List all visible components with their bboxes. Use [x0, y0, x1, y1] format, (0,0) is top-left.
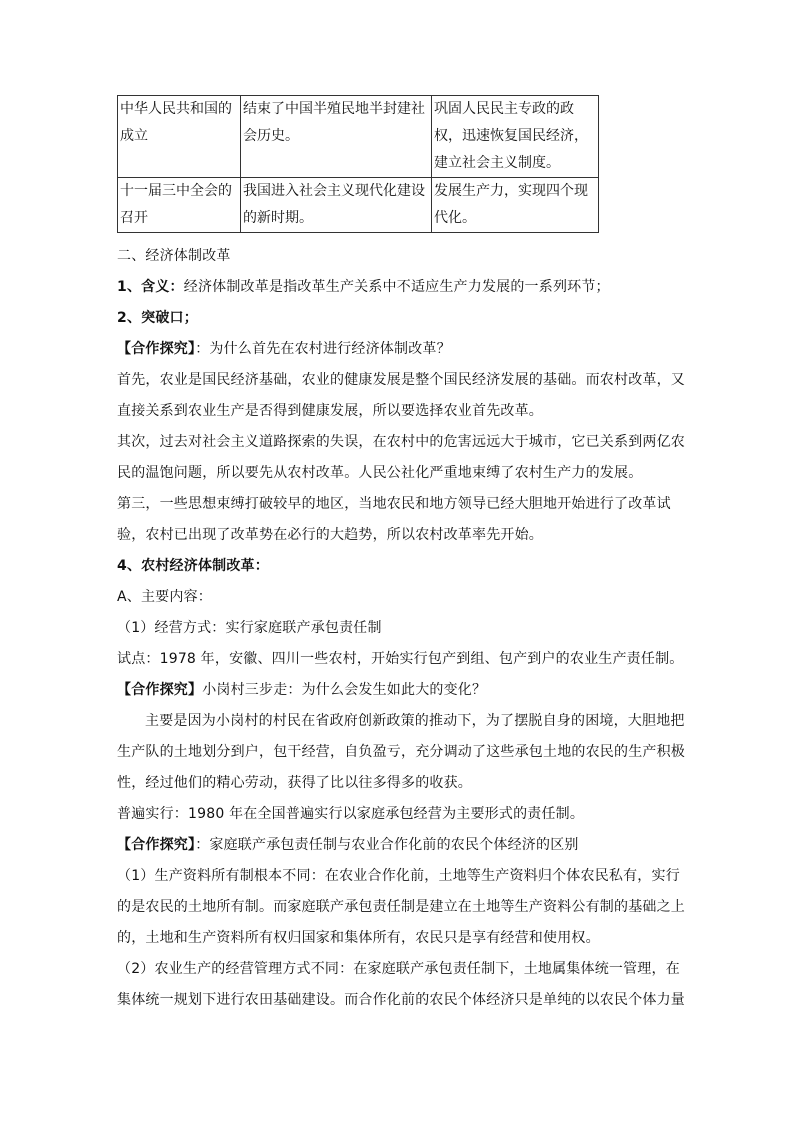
explore-question: [117, 675, 687, 706]
general-paragraph: 普遍实行：1980 年在全国普遍实行以家庭承包经营为主要形式的责任制。: [117, 806, 585, 822]
task-cell: 巩固人民民主专政的政权，迅速恢复国民经济，建立社会主义制度。: [432, 96, 599, 178]
events-table: [117, 95, 599, 233]
meaning-cell: 我国进入社会主义现代化建设的新时期。: [241, 178, 432, 233]
difference-paragraph: （2）农业生产的经营管理方式不同：在家庭联产承包责任制下，土地属集体统一管理，在集体统一规划下进行农田基础建设。而合作化前的农民个体经济只是单纯的以农民个体力量: [117, 961, 685, 1008]
xiaogang-paragraph: 主要是因为小岗村的村民在省政府创新政策的推动下，为了摆脱自身的困境，大胆地把生产队的土地划分到户，包干经营，自负盈亏，充分调动了这些承包土地的农民的生产积极性，经过他们的精心劳动，获得了比以往多得多的收获。: [117, 713, 685, 791]
event-cell: 中华人民共和国的成立: [118, 96, 241, 178]
table-row: [118, 178, 599, 233]
reason-paragraph: 第三，一些思想束缚打破较早的地区，当地农民和地方领导已经大胆地开始进行了改革试验，农村已出现了改革势在必行的大趋势，所以农村改革率先开始。: [117, 496, 671, 543]
pilot-paragraph: 试点：1978 年，安徽、四川一些农村，开始实行包产到组、包产到户的农业生产责任制。: [117, 651, 684, 667]
event-cell: 十一届三中全会的召开: [118, 178, 241, 233]
explore-text: 小岗村三步走：为什么会发生如此大的变化？: [202, 682, 487, 698]
explore-label: 【合作探究】: [117, 341, 196, 357]
meaning-cell: 结束了中国半殖民地半封建社会历史。: [241, 96, 432, 178]
management-mode: （1）经营方式：实行家庭联产承包责任制: [117, 620, 382, 636]
section-heading: 二、经济体制改革: [117, 248, 231, 264]
definition-text: 经济体制改革是指改革生产关系中不适应生产力发展的一系列环节；: [183, 279, 610, 295]
rural-reform-heading: 4、农村经济体制改革：: [117, 558, 269, 574]
definition-label: 1、含义：: [117, 279, 184, 295]
difference-paragraph: （1）生产资料所有制根本不同：在农业合作化前，土地等生产资料归个体农民私有，实行的是农民的土地所有制。而家庭联产承包责任制是建立在土地等生产资料公有制的基础之上的，土地和生产资料所有权归国家和集体所有，农民只是享有经营和使用权。: [117, 868, 685, 946]
main-content-label: A、主要内容：: [117, 589, 212, 605]
table-row: [118, 96, 599, 178]
explore-label: 【合作探究】: [117, 837, 196, 853]
explore-label: 【合作探究】: [117, 682, 203, 698]
explore-text: ：为什么首先在农村进行经济体制改革？: [195, 341, 451, 357]
explore-question: [117, 830, 687, 861]
reason-paragraph: 首先，农业是国民经济基础，农业的健康发展是整个国民经济发展的基础。而农村改革，又直接关系到农业生产是否得到健康发展，所以要选择农业首先改革。: [117, 372, 685, 419]
body-text: [117, 241, 687, 1016]
breakthrough-heading: 2、突破口；: [117, 310, 198, 326]
task-cell: 发展生产力，实现四个现代化。: [432, 178, 599, 233]
reason-paragraph: 其次，过去对社会主义道路探索的失误，在农村中的危害远远大于城市，它已关系到两亿农民的温饱问题，所以要先从农村改革。人民公社化严重地束缚了农村生产力的发展。: [117, 434, 685, 481]
definition-paragraph: [117, 272, 687, 303]
explore-question: [117, 334, 687, 365]
explore-text: ：家庭联产承包责任制与农业合作化前的农民个体经济的区别: [195, 837, 579, 853]
